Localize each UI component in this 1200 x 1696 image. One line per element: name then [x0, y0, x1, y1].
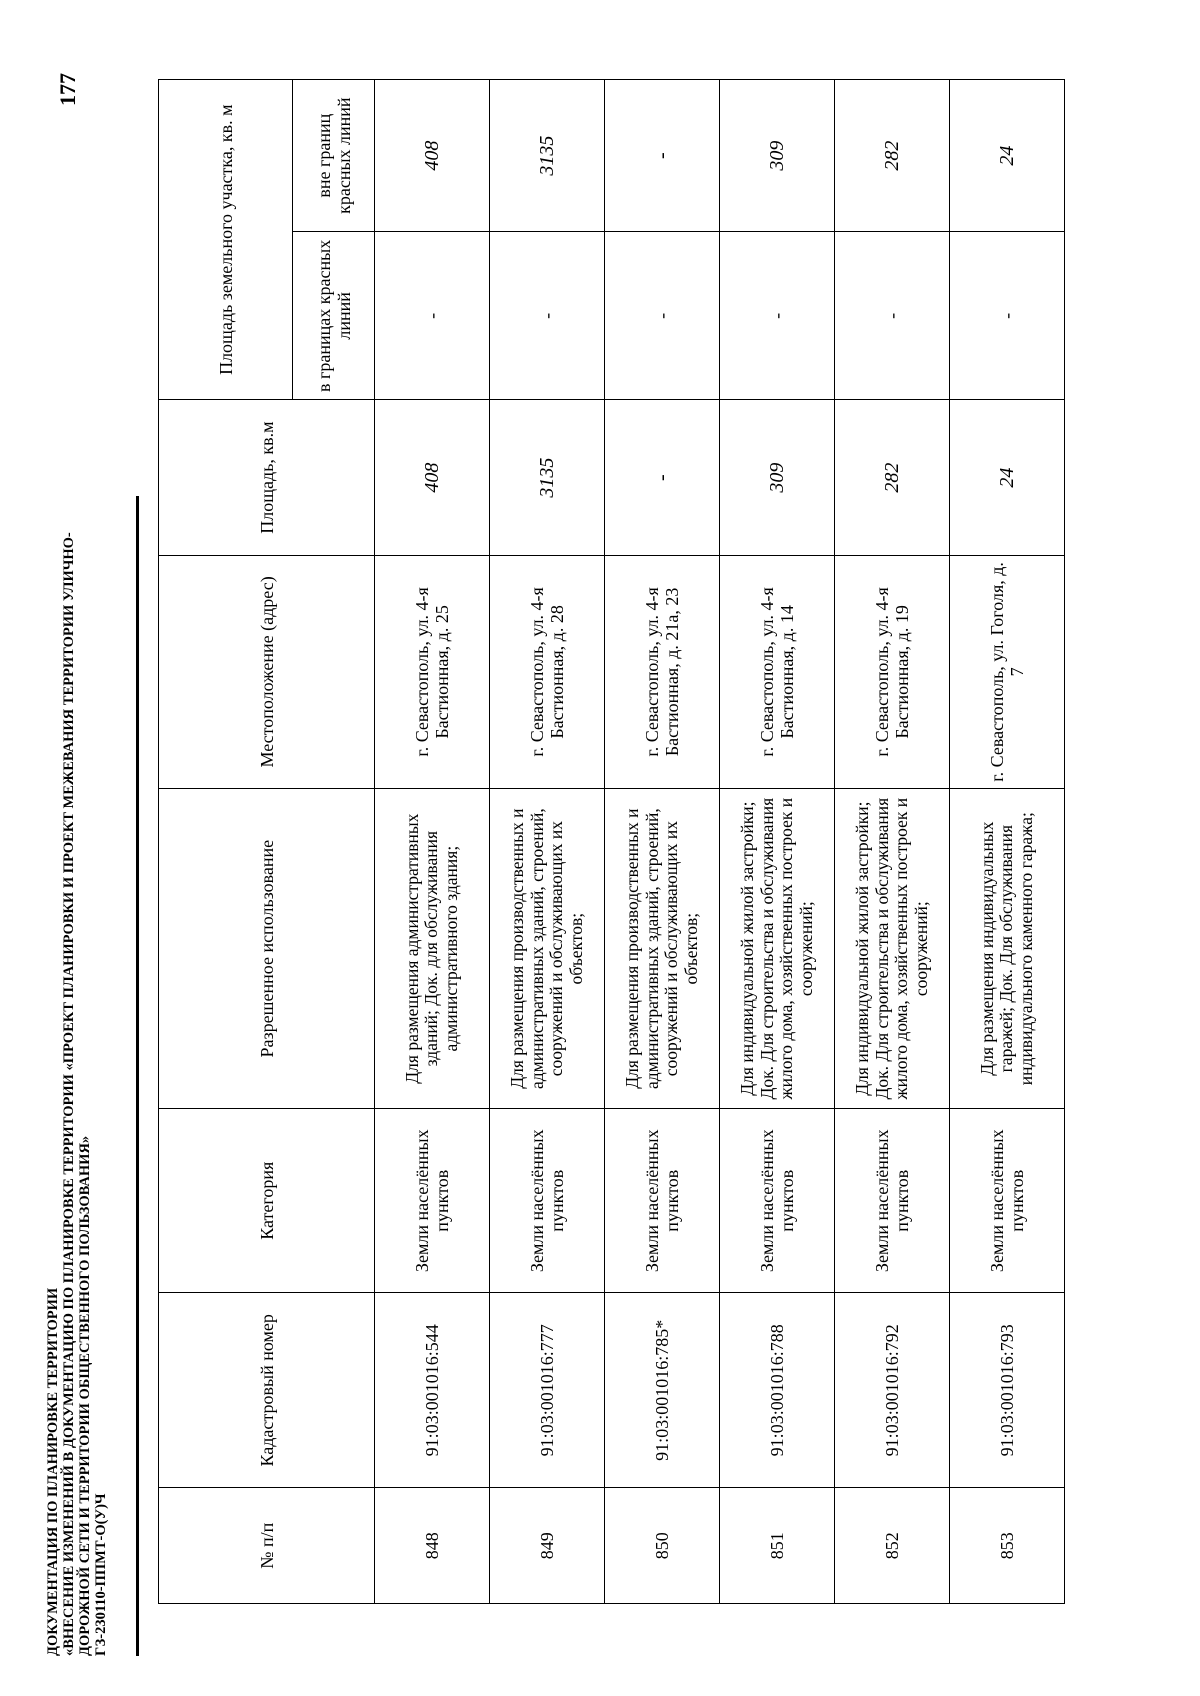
cell-address: г. Севастополь, ул. 4-я Бастионная, д. 21а, 23	[605, 555, 720, 788]
cell-category: Земли населённых пунктов	[490, 1109, 605, 1293]
header-category: Категория	[159, 1109, 375, 1293]
cell-category: Земли населённых пунктов	[835, 1109, 950, 1293]
cell-num: 852	[835, 1488, 950, 1604]
cell-outside: 282	[835, 80, 950, 232]
cell-category: Земли населённых пунктов	[720, 1109, 835, 1293]
cell-use: Для размещения производственных и административных зданий, строений, сооружений и обслуживающих их объектов;	[605, 788, 720, 1108]
table-header-row	[159, 80, 293, 1604]
cell-inside: -	[375, 232, 490, 400]
cell-num: 849	[490, 1488, 605, 1604]
table-row	[490, 80, 605, 1604]
table-row	[950, 80, 1065, 1604]
cell-use: Для размещения административных зданий; Док. для обслуживания административного здания;	[375, 788, 490, 1108]
header-outside-red-lines: вне границ красных линий	[293, 80, 375, 232]
header-use: Разрешенное использование	[159, 788, 375, 1108]
header-address: Местоположение (адрес)	[159, 555, 375, 788]
cell-outside: -	[605, 80, 720, 232]
cell-cadastral: 91:03:001016:785*	[605, 1293, 720, 1488]
cell-use: Для размещения индивидуальных гаражей; Док. Для обслуживания индивидуального каменного гаража;	[950, 788, 1065, 1108]
cell-inside: -	[950, 232, 1065, 400]
header-cadastral: Кадастровый номер	[159, 1293, 375, 1488]
header-rule	[136, 496, 139, 1656]
cell-num: 848	[375, 1488, 490, 1604]
header-line-4: ГЗ-230110-ППМТ-О(У)Ч	[93, 1493, 109, 1656]
cell-inside: -	[720, 232, 835, 400]
cell-address: г. Севастополь, ул. 4-я Бастионная, д. 28	[490, 555, 605, 788]
cell-area: 3135	[490, 400, 605, 555]
cell-category: Земли населённых пунктов	[950, 1109, 1065, 1293]
cell-area: -	[605, 400, 720, 555]
table-row	[375, 80, 490, 1604]
cell-address: г. Севастополь, ул. 4-я Бастионная, д. 14	[720, 555, 835, 788]
cell-cadastral: 91:03:001016:793	[950, 1293, 1065, 1488]
land-plots-table	[158, 79, 1065, 1604]
header-area-group: Площадь земельного участка, кв. м	[159, 80, 293, 400]
header-line-3: ДОРОЖНОЙ СЕТИ И ТЕРРИТОРИИ ОБЩЕСТВЕННОГО ПОЛЬЗОВАНИЯ»	[77, 1135, 93, 1656]
cell-address: г. Севастополь, ул. 4-я Бастионная, д. 19	[835, 555, 950, 788]
cell-use: Для индивидуальной жилой застройки; Док. Для строительства и обслуживания жилого дома, хозяйственных построек и сооружений;	[720, 788, 835, 1108]
cell-use: Для индивидуальной жилой застройки; Док. Для строительства и обслуживания жилого дома, хозяйственных построек и сооружений;	[835, 788, 950, 1108]
cell-num: 851	[720, 1488, 835, 1604]
cell-category: Земли населённых пунктов	[605, 1109, 720, 1293]
cell-address: г. Севастополь, ул. 4-я Бастионная, д. 25	[375, 555, 490, 788]
cell-area: 24	[950, 400, 1065, 555]
cell-area: 408	[375, 400, 490, 555]
cell-outside: 408	[375, 80, 490, 232]
cell-num: 853	[950, 1488, 1065, 1604]
cell-inside: -	[490, 232, 605, 400]
cell-category: Земли населённых пунктов	[375, 1109, 490, 1293]
page-number: 177	[55, 73, 80, 106]
cell-inside: -	[605, 232, 720, 400]
cell-address: г. Севастополь, ул. Гоголя, д. 7	[950, 555, 1065, 788]
document-header	[45, 356, 109, 1656]
header-line-2: «ВНЕСЕНИЕ ИЗМЕНЕНИЙ В ДОКУМЕНТАЦИЮ ПО ПЛАНИРОВКЕ ТЕРРИТОРИИ «ПРОЕКТ ПЛАНИРОВКИ И ПРОЕКТ МЕЖЕВАНИЯ ТЕРРИТОРИИ УЛИЧНО-	[61, 532, 77, 1656]
cell-outside: 3135	[490, 80, 605, 232]
cell-outside: 24	[950, 80, 1065, 232]
cell-cadastral: 91:03:001016:777	[490, 1293, 605, 1488]
cell-num: 850	[605, 1488, 720, 1604]
header-num: № п/п	[159, 1488, 375, 1604]
cell-outside: 309	[720, 80, 835, 232]
table-row	[720, 80, 835, 1604]
cell-inside: -	[835, 232, 950, 400]
cell-cadastral: 91:03:001016:792	[835, 1293, 950, 1488]
header-area: Площадь, кв.м	[159, 400, 375, 555]
cell-area: 282	[835, 400, 950, 555]
header-inside-red-lines: в границах красных линий	[293, 232, 375, 400]
table-row	[605, 80, 720, 1604]
cell-cadastral: 91:03:001016:788	[720, 1293, 835, 1488]
table-row	[835, 80, 950, 1604]
cell-area: 309	[720, 400, 835, 555]
cell-cadastral: 91:03:001016:544	[375, 1293, 490, 1488]
cell-use: Для размещения производственных и административных зданий, строений, сооружений и обслуживающих их объектов;	[490, 788, 605, 1108]
header-line-1: ДОКУМЕНТАЦИЯ ПО ПЛАНИРОВКЕ ТЕРРИТОРИИ	[45, 1287, 61, 1656]
